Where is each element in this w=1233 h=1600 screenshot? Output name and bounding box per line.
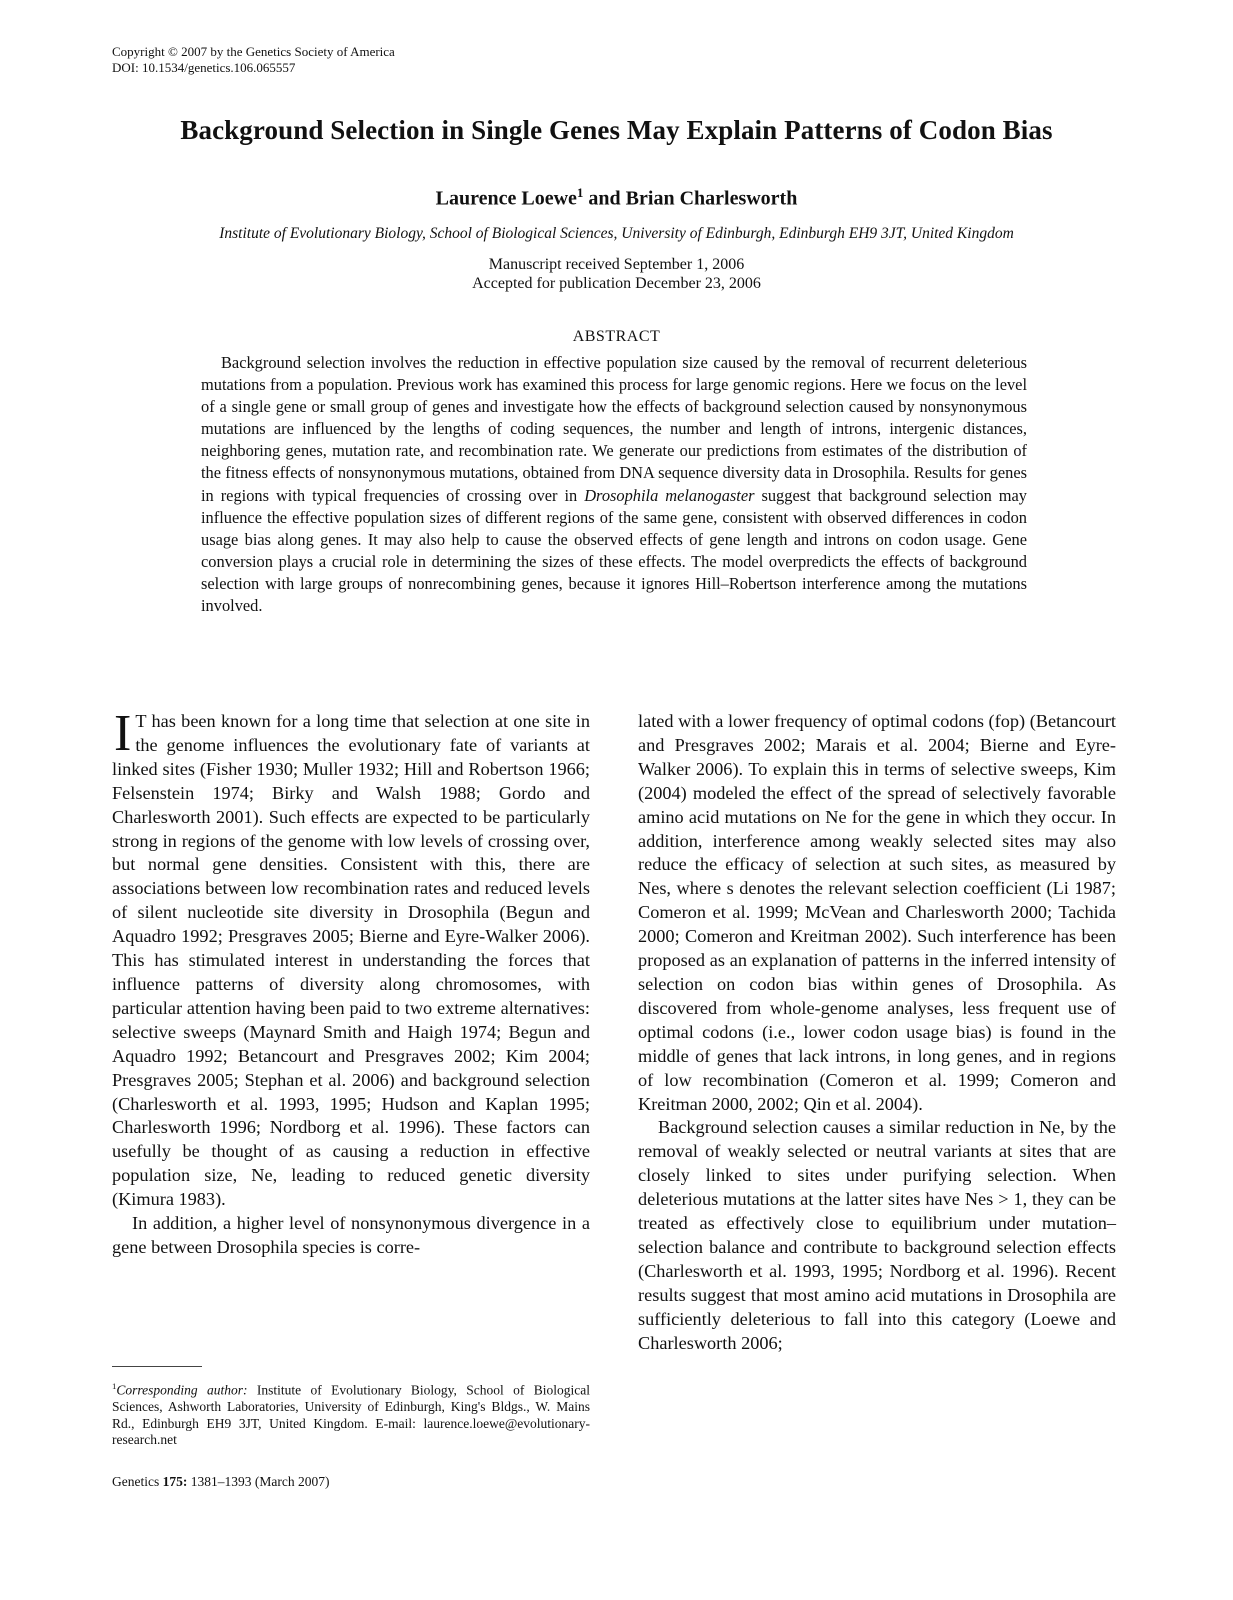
body-paragraph: I T has been known for a long time that selection at one site in the genome influences the evolutionary fate of variants at linked sites (Fisher 1930; Muller 1932; Hill and Robertson 1966; Felsenstein 1974; Birky and Walsh 1988; Gordo and Charlesworth 2001). Such effects are expected to be particularly strong in regions of the genome with low levels of crossing over, but normal gene densities. Consistent with this, there are associations between low recombination rates and reduced levels of silent nucleotide site diversity in Drosophila (Begun and Aquadro 1992; Presgraves 2005; Bierne and Eyre-Walker 2006). This has stimulated interest in understanding the forces that influence patterns of diversity along chromosomes, with particular attention having been paid to two extreme alternatives: selective sweeps (Maynard Smith and Haigh 1974; Begun and Aquadro 1992; Betancourt and Presgraves 2002; Kim 2004; Presgraves 2005; Stephan et al. 2006) and background selection (Charlesworth et al. 1993, 1995; Hudson and Kaplan 1995; Charlesworth 1996; Nordborg et al. 1996). These factors can usefully be thought of as causing a reduction in effective population size, Ne, leading to reduced genetic diversity (Kimura 1983).: [112, 705, 590, 1210]
drop-cap: I: [114, 705, 132, 762]
author-conjunction: and: [583, 187, 626, 210]
journal-volume: 175:: [162, 1474, 188, 1489]
doi-line: DOI: 10.1534/genetics.106.065557: [112, 60, 296, 75]
author-footnote-marker: 1: [576, 185, 584, 200]
affiliation: Institute of Evolutionary Biology, School of Biological Sciences, University of Edinburgh, Edinburgh EH9 3JT, United Kingdom: [219, 225, 1014, 242]
body-column-left: [112, 705, 590, 1260]
author-list: [0, 185, 1233, 211]
footnote-text: Institute of Evolutionary Biology, School of Biological Sciences, Ashworth Laboratories, University of Edinburgh, King's Bldgs., W. Mains Rd., Edinburgh EH9 3JT, United Kingdom. E-mail: laurence.loewe@evolutionary-research.net: [112, 1382, 590, 1447]
received-date: Manuscript received September 1, 2006: [488, 256, 745, 273]
body-paragraph: Background selection causes a similar reduction in Ne, by the removal of weakly selected or neutral variants at sites that are closely linked to sites under purifying selection. When deleterious mutations at the latter sites have Nes > 1, they can be treated as effectively close to equilibrium under mutation–selection balance and contribute to background selection effects (Charlesworth et al. 1993, 1995; Nordborg et al. 1996). Recent results suggest that most amino acid mutations in Drosophila are sufficiently deleterious to fall into this category (Loewe and Charlesworth 2006;: [638, 1117, 1116, 1353]
paper-title: Background Selection in Single Genes May Explain Patterns of Codon Bias: [180, 115, 1053, 145]
journal-name: Genetics: [112, 1474, 163, 1489]
journal-citation: [112, 1474, 329, 1490]
body-paragraph: In addition, a higher level of nonsynonymous divergence in a gene between Drosophila species is corre-: [112, 1213, 590, 1257]
abstract-text: [201, 352, 1027, 617]
author-name: Laurence Loewe: [435, 187, 577, 210]
copyright-block: [112, 44, 395, 76]
body-column-right: [638, 710, 1116, 1355]
abstract-part: Background selection involves the reduction in effective population size caused by the removal of recurrent deleterious mutations from a population. Previous work has examined this process for large genomic regions. Here we focus on the level of a single gene or small group of genes and investigate how the effects of background selection caused by nonsynonymous mutations are influenced by the lengths of coding sequences, the number and length of introns, intergenic distances, neighboring genes, mutation rate, and recombination rate. We generate our predictions from estimates of the distribution of the fitness effects of nonsynonymous mutations, obtained from DNA sequence diversity data in Drosophila. Results for genes in regions with typical frequencies of crossing over in: [201, 353, 1027, 505]
footnote-divider: [112, 1366, 202, 1367]
manuscript-dates: [0, 255, 1233, 293]
journal-pages: 1381–1393 (March 2007): [187, 1474, 330, 1489]
body-paragraph: lated with a lower frequency of optimal codons (fop) (Betancourt and Presgraves 2002; Marais et al. 2004; Bierne and Eyre-Walker 2006). To explain this in terms of selective sweeps, Kim (2004) modeled the effect of the spread of selectively favorable amino acid mutations on Ne for the gene in which they occur. In addition, interference among weakly selected sites may also reduce the efficacy of selection at such sites, as measured by Nes, where s denotes the relevant selection coefficient (Li 1987; Comeron et al. 1999; McVean and Charlesworth 2000; Tachida 2000; Comeron and Kreitman 2002). Such interference has been proposed as an explanation of patterns in the inferred intensity of selection on codon bias within genes of Drosophila. As discovered from whole-genome analyses, less frequent use of optimal codons (i.e., lower codon usage bias) is found in the middle of genes that lack introns, in long genes, and in regions of low recombination (Comeron et al. 1999; Comeron and Kreitman 2000, 2002; Qin et al. 2004).: [638, 711, 1116, 1114]
footnote: [112, 1378, 590, 1449]
accepted-date: Accepted for publication December 23, 2006: [472, 275, 761, 292]
copyright-line: Copyright © 2007 by the Genetics Society of America: [112, 44, 395, 59]
species-name: Drosophila melanogaster: [584, 485, 755, 505]
footnote-marker: 1: [112, 1381, 117, 1391]
footnote-label: Corresponding author:: [116, 1382, 248, 1398]
author-name: Brian Charlesworth: [625, 187, 798, 210]
abstract-part: suggest that background selection may influence the effective population sizes of different regions of the same gene, consistent with observed differences in codon usage bias along genes. It may also help to cause the observed effects of gene length and introns on codon usage. Gene conversion plays a crucial role in determining the sizes of these effects. The model overpredicts the effects of background selection with large groups of nonrecombining genes, because it ignores Hill–Robertson interference among the mutations involved.: [201, 485, 1027, 616]
abstract-heading: ABSTRACT: [572, 328, 661, 345]
